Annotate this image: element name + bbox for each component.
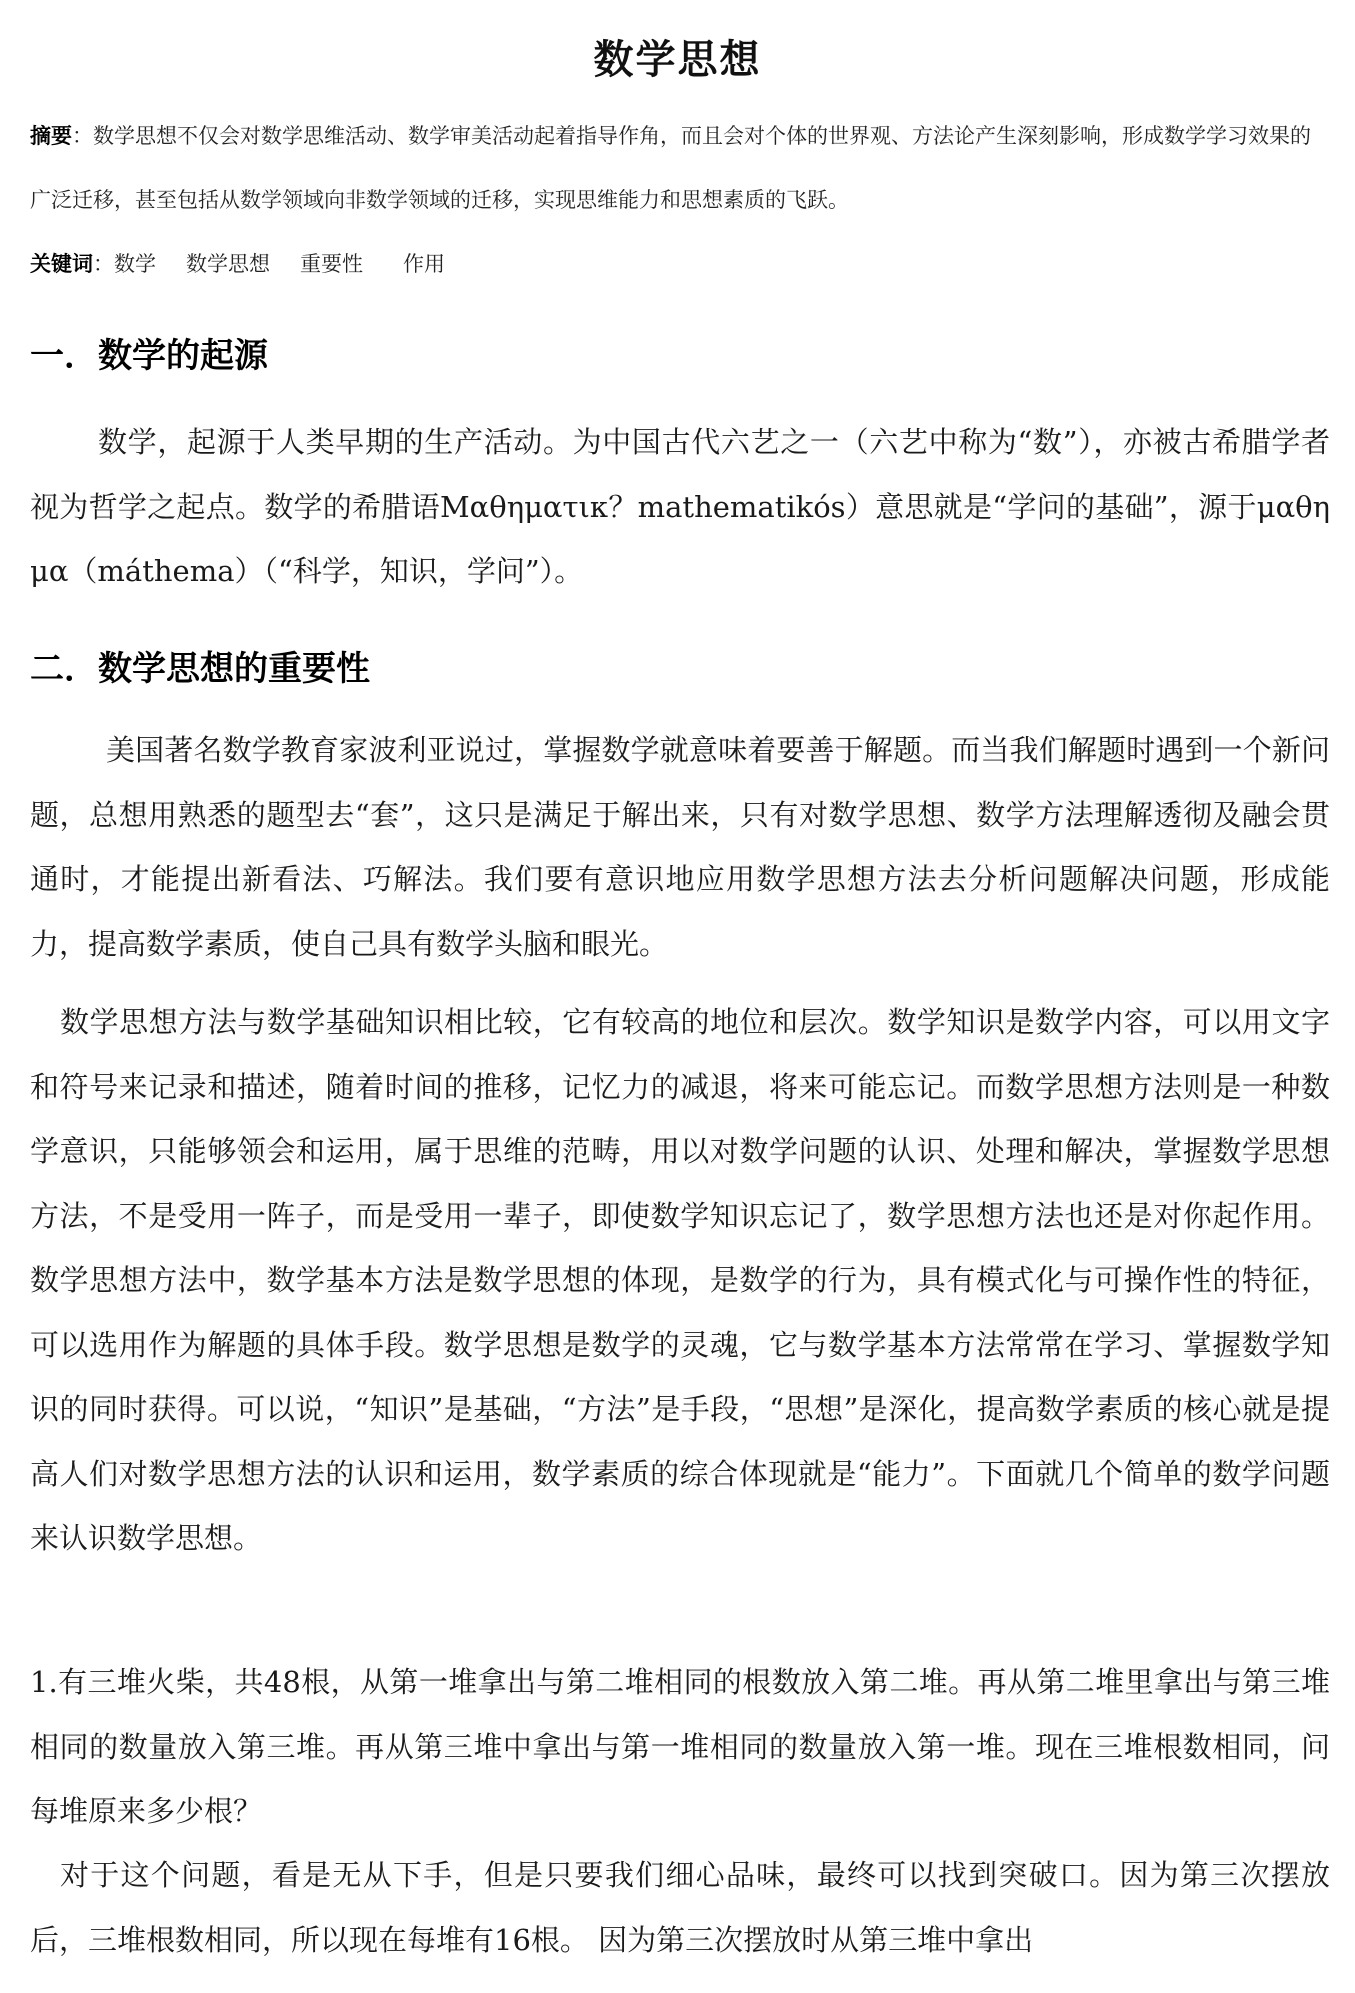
paragraph-thinking-methods: 数学思想方法与数学基础知识相比较，它有较高的地位和层次。数学知识是数学内容，可以用文字和符号来记录和描述，随着时间的推移，记忆力的减退，将来可能忘记。而数学思想方法则是一种数学意识，只能够领会和运用，属于思维的范畴，用以对数学问题的认识、处理和解决，掌握数学思想方法，不是受用一阵子，而是受用一辈子，即使数学知识忘记了，数学思想方法也还是对你起作用。 数学思想方法中，数学基本方法是数学思想的体现，是数学的行为，具有模式化与可操作性的特征，可以选用作为解题的具体手段。数学思想是数学的灵魂，它与数学基本方法常常在学习、掌握数学知识的同时获得。可以说，“知识”是基础，“方法”是手段，“思想”是深化，提高数学素质的核心就是提高人们对数学思想方法的认识和运用，数学素质的综合体现就是“能力”。下面就几个简单的数学问题来认识数学思想。 xyxy=(30,1005,1330,1555)
problem-1: 1.有三堆火柴，共48根，从第一堆拿出与第二堆相同的根数放入第二堆。再从第二堆里拿出与第三堆相同的数量放入第三堆。再从第三堆中拿出与第一堆相同的数量放入第一堆。现在三堆根数相同，问每堆原来多少根？ xyxy=(30,1665,1330,1828)
abstract xyxy=(30,104,1330,232)
keywords-label: 关键词 xyxy=(30,252,93,276)
keywords xyxy=(30,232,1330,296)
problem-1-analysis: 对于这个问题，看是无从下手，但是只要我们细心品味，最终可以找到突破口。因为第三次摆放后，三堆根数相同，所以现在每堆有16根。 因为第三次摆放时从第三堆中拿出 xyxy=(30,1858,1330,1957)
abstract-text: ：数学思想不仅会对数学思维活动、数学审美活动起着指导作角，而且会对个体的世界观、方法论产生深刻影响，形成数学学习效果的广泛迁移，甚至包括从数学领域向非数学领域的迁移，实现思维能力和思想素质的飞跃。 xyxy=(30,124,1311,212)
page-title: 数学思想 xyxy=(593,37,762,83)
paragraph-origin: 数学，起源于人类早期的生产活动。为中国古代六艺之一（六艺中称为“数”），亦被古希腊学者视为哲学之起点。数学的希腊语Μαθηματικ？mathematikós）意思就是“学问的基础”，源于μαθημα（máthema）（“科学，知识，学问”）。 xyxy=(30,425,1330,588)
paragraph-polya: 美国著名数学教育家波利亚说过，掌握数学就意味着要善于解题。而当我们解题时遇到一个新问题，总想用熟悉的题型去“套”，这只是满足于解出来，只有对数学思想、数学方法理解透彻及融会贯通时，才能提出新看法、巧解法。我们要有意识地应用数学思想方法去分析问题解决问题，形成能力，提高数学素质，使自己具有数学头脑和眼光。 xyxy=(30,733,1330,961)
section-heading-importance: 二．数学思想的重要性 xyxy=(30,649,370,689)
keyword-item: ：数学 xyxy=(93,252,156,276)
keyword-item: 数学思想 xyxy=(186,252,270,276)
section-heading-origin: 一．数学的起源 xyxy=(30,336,268,376)
keyword-item: 作用 xyxy=(403,252,445,276)
abstract-label: 摘要 xyxy=(30,124,72,148)
keyword-item: 重要性 xyxy=(300,252,363,276)
